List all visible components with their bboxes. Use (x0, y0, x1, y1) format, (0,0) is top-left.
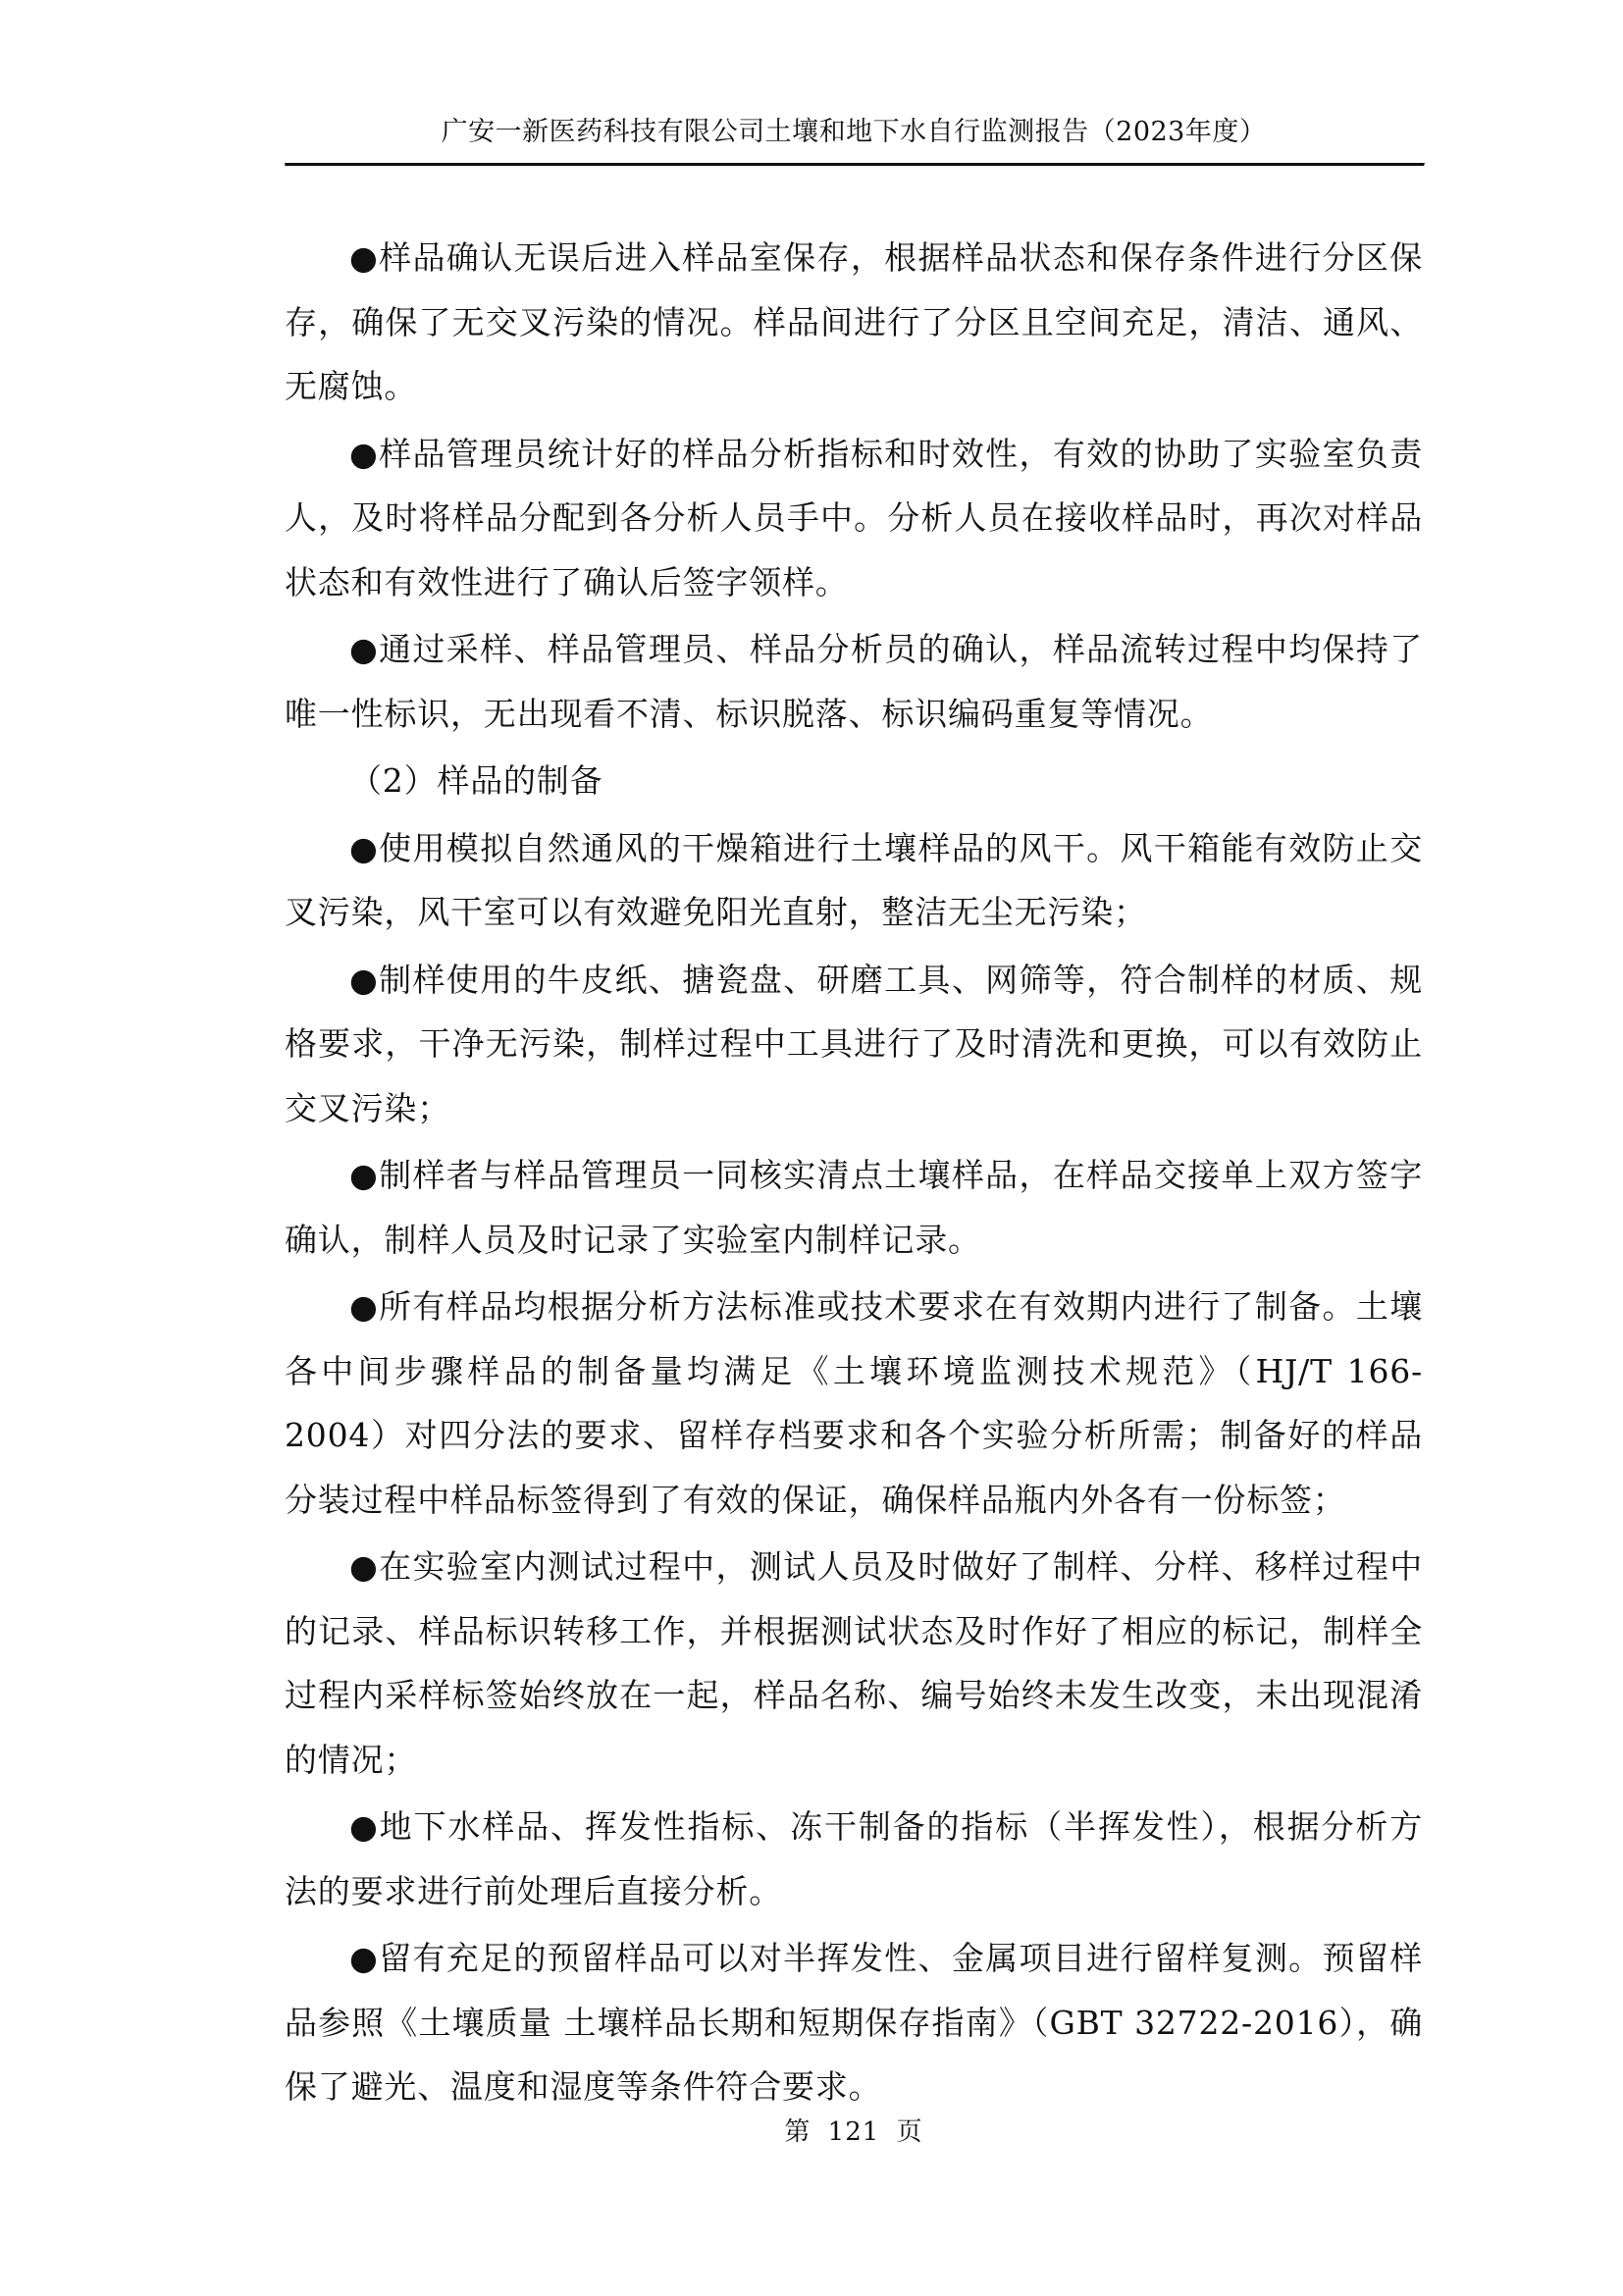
paragraph-sample-identification: ●通过采样、样品管理员、样品分析员的确认，样品流转过程中均保持了唯一性标识，无出现看不清、标识脱落、标识编码重复等情况。 (285, 630, 1423, 733)
paragraph-sample-storage: ●样品确认无误后进入样品室保存，根据样品状态和保存条件进行分区保存，确保了无交叉污染的情况。样品间进行了分区且空间充足，清洁、通风、无腐蚀。 (285, 238, 1423, 405)
paragraph-handover-check: ●制样者与样品管理员一同核实清点土壤样品，在样品交接单上双方签字确认，制样人员及时记录了实验室内制样记录。 (285, 1156, 1423, 1259)
report-title: 广安一新医药科技有限公司土壤和地下水自行监测报告（2023年度） (441, 117, 1267, 147)
paragraph-sample-distribution: ●样品管理员统计好的样品分析指标和时效性，有效的协助了实验室负责人，及时将样品分配到各分析人员手中。分析人员在接收样品时，再次对样品状态和有效性进行了确认后签字领样。 (285, 434, 1423, 601)
page-footer (285, 2112, 1423, 2148)
paragraph-groundwater-analysis: ●地下水样品、挥发性指标、冻干制备的指标（半挥发性），根据分析方法的要求进行前处理后直接分析。 (285, 1807, 1423, 1910)
header-divider (285, 163, 1425, 167)
page-header (285, 110, 1423, 148)
page-suffix: 页 (896, 2117, 923, 2147)
paragraph-air-drying: ●使用模拟自然通风的干燥箱进行土壤样品的风干。风干箱能有效防止交叉污染，风干室可以有效避免阳光直射，整洁无尘无污染； (285, 828, 1423, 931)
paragraph-lab-testing-records: ●在实验室内测试过程中，测试人员及时做好了制样、分样、移样过程中的记录、样品标识转移工作，并根据测试状态及时作好了相应的标记，制样全过程内采样标签始终放在一起，样品名称、编号始终未发生改变，未出现混淆的情况； (285, 1547, 1423, 1779)
document-body (285, 226, 1423, 2122)
page-prefix: 第 (784, 2117, 812, 2147)
page-number: 121 (827, 2117, 880, 2147)
paragraph-preparation-tools: ●制样使用的牛皮纸、搪瓷盘、研磨工具、网筛等，符合制样的材质、规格要求，干净无污染，制样过程中工具进行了及时清洗和更换，可以有效防止交叉污染； (285, 960, 1423, 1127)
paragraph-retained-samples: ●留有充足的预留样品可以对半挥发性、金属项目进行留样复测。预留样品参照《土壤质量 土壤样品长期和短期保存指南》（GBT 32722-2016），确保了避光、温度和湿度等条件符合要求。 (285, 1939, 1423, 2106)
paragraph-preparation-standards: ●所有样品均根据分析方法标准或技术要求在有效期内进行了制备。土壤各中间步骤样品的制备量均满足《土壤环境监测技术规范》（HJ/T 166-2004）对四分法的要求、留样存档要求和各个实验分析所需；制备好的样品分装过程中样品标签得到了有效的保证，确保样品瓶内外各有一份标签； (285, 1287, 1423, 1519)
section-heading-sample-preparation: （2）样品的制备 (349, 761, 603, 800)
